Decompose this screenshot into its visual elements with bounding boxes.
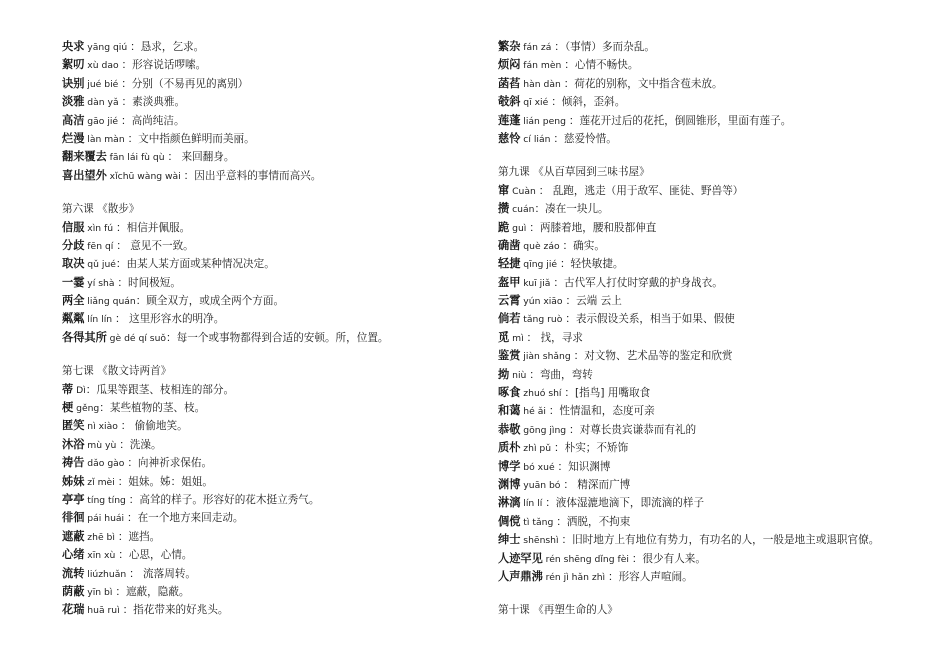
vocab-entry — [498, 568, 938, 586]
vocab-definition: ：某些植物的茎、枝。 — [99, 402, 206, 415]
vocab-pinyin: dàn yǎ — [84, 97, 122, 109]
vocab-word: 一霎 — [62, 275, 85, 289]
vocab-word: 繁杂 — [498, 40, 521, 53]
vocab-word: 姊妹 — [62, 474, 85, 488]
vocab-definition: ：凑在一块儿。 — [534, 203, 609, 216]
vocab-word: 祷告 — [62, 456, 85, 470]
vocab-pinyin: kuī jiǎ — [520, 277, 554, 289]
vocab-word: 鉴赏 — [498, 349, 521, 363]
vocab-pinyin: jué bié — [84, 78, 122, 90]
vocab-definition: ：很少有人来。 — [631, 552, 706, 565]
vocab-pinyin: shēnshì — [520, 535, 562, 547]
vocab-pinyin: guì — [509, 222, 530, 234]
vocab-definition: ：向神祈求保佑。 — [127, 457, 213, 470]
vocab-word: 倘若 — [498, 312, 521, 326]
vocab-word: 慈怜 — [498, 131, 521, 145]
vocab-word: 攒 — [498, 202, 510, 216]
vocab-pinyin: mì — [509, 332, 527, 344]
vocab-definition: ：倾斜，歪斜。 — [551, 96, 626, 109]
vocab-definition: ：轻快敏捷。 — [559, 258, 624, 271]
vocab-pinyin: zǐ mèi — [84, 476, 118, 488]
vocab-pinyin: qǔ jué — [84, 259, 116, 271]
vocab-definition: ：高尚纯洁。 — [121, 114, 185, 127]
vocab-pinyin: lín lí — [520, 498, 546, 510]
vocab-word: 觅 — [498, 330, 510, 344]
vocab-definition: ：[指鸟] 用嘴取食 — [564, 387, 651, 400]
vocab-word: 翻来覆去 — [62, 150, 107, 164]
vocab-definition: ： 偷偷地笑。 — [120, 420, 188, 433]
vocab-definition: ：云端 云上 — [565, 295, 622, 308]
lesson-7-heading: 第七课 《散文诗两首》 — [62, 365, 172, 378]
vocab-entry — [62, 601, 482, 619]
vocab-entry — [498, 329, 938, 347]
vocab-pinyin: tǎng ruò — [520, 314, 566, 326]
vocab-word: 亭亭 — [62, 492, 85, 506]
vocab-word: 粼粼 — [62, 312, 85, 326]
vocab-entry — [62, 329, 482, 347]
vocab-definition: ：表示假设关系，相当于如果、假使 — [565, 313, 735, 326]
vocab-pinyin: lín lín — [84, 314, 116, 326]
vocab-entry — [62, 565, 482, 583]
vocab-definition: ：心情不畅快。 — [564, 59, 639, 72]
vocab-definition: ：高耸的样子。形容好的花木挺立秀气。 — [128, 493, 320, 506]
vocab-entry — [62, 491, 482, 509]
vocab-word: 诀别 — [62, 76, 85, 90]
vocab-entry — [62, 93, 482, 111]
vocab-pinyin: làn màn — [84, 133, 128, 145]
vocab-word: 菡萏 — [498, 76, 521, 90]
vocab-pinyin: pái huái — [84, 513, 127, 525]
vocab-entry — [498, 255, 938, 273]
vocab-entry — [62, 167, 482, 185]
vocab-word: 央求 — [62, 40, 85, 53]
vocab-definition: ：对尊长贵宾谦恭而有礼的 — [569, 423, 697, 436]
vocab-word: 蒂 — [62, 382, 74, 396]
vocab-definition: ： 这里形容水的明净。 — [115, 313, 225, 326]
vocab-list-lesson5 — [62, 38, 482, 185]
vocab-pinyin: xù dao — [84, 60, 122, 72]
vocab-entry — [62, 56, 482, 74]
vocab-pinyin: nì xiào — [84, 421, 121, 433]
vocab-entry — [498, 458, 938, 476]
vocab-entry — [62, 381, 482, 399]
vocab-definition: ： 找，寻求 — [526, 331, 583, 344]
vocab-pinyin: lián peng — [520, 115, 569, 127]
vocab-pinyin: fán zá — [520, 42, 555, 53]
vocab-definition: ：慈爱怜惜。 — [553, 132, 617, 145]
vocab-entry — [62, 75, 482, 93]
vocab-pinyin: gōng jìng — [520, 424, 570, 436]
vocab-pinyin: bó xué — [520, 461, 558, 473]
vocab-entry — [498, 237, 938, 255]
vocab-entry — [62, 528, 482, 546]
vocab-word: 淋漓 — [498, 496, 521, 510]
vocab-word: 匿笑 — [62, 419, 85, 433]
vocab-word: 烦闷 — [498, 58, 521, 72]
vocab-entry — [498, 130, 938, 148]
vocab-definition: ：古代军人打仗时穿戴的护身战衣。 — [553, 276, 723, 289]
vocab-pinyin: qīng jié — [520, 259, 560, 271]
vocab-list-lesson9 — [498, 182, 938, 587]
vocab-definition: ： 乱跑，逃走（用于敌军、匪徒、野兽等） — [538, 184, 744, 197]
vocab-definition: ：姐妹。姊：姐姐。 — [117, 475, 214, 488]
vocab-pinyin: Cuàn — [509, 185, 539, 197]
vocab-word: 博学 — [498, 459, 521, 473]
vocab-word: 花瑞 — [62, 603, 85, 617]
vocab-pinyin: qī xié — [520, 97, 552, 109]
vocab-entry — [498, 219, 938, 237]
vocab-pinyin: rén shēng dǐng fèi — [542, 553, 632, 565]
vocab-pinyin: gāo jié — [84, 115, 121, 127]
vocab-entry — [62, 219, 482, 237]
vocab-pinyin: Dì — [73, 384, 86, 396]
vocab-entry — [62, 130, 482, 148]
vocab-entry — [498, 513, 938, 531]
vocab-word: 拗 — [498, 367, 510, 381]
vocab-list-lesson8 — [498, 38, 938, 148]
vocab-entry — [498, 274, 938, 292]
vocab-entry — [498, 439, 938, 457]
vocab-definition: ： 流落周转。 — [129, 567, 197, 580]
vocab-pinyin: hé ǎi — [520, 406, 549, 418]
vocab-entry — [498, 75, 938, 93]
vocab-word: 心绪 — [62, 548, 85, 562]
lesson-10-heading: 第十课 《再塑生命的人》 — [498, 604, 618, 617]
vocab-word: 盔甲 — [498, 275, 521, 289]
vocab-definition: ：时间极短。 — [117, 276, 181, 289]
vocab-pinyin: cuán — [509, 204, 535, 216]
vocab-entry — [62, 38, 482, 56]
vocab-entry — [62, 546, 482, 564]
vocab-word: 烂漫 — [62, 131, 85, 145]
vocab-entry — [498, 384, 938, 402]
vocab-entry — [62, 292, 482, 310]
vocab-entry — [62, 583, 482, 601]
vocab-pinyin: què záo — [520, 240, 563, 252]
vocab-definition: ：每一个或事物都得到合适的安顿。所，位置。 — [166, 331, 389, 344]
vocab-pinyin: gěng — [73, 403, 100, 415]
vocab-pinyin: fān lái fù qù — [106, 152, 168, 164]
vocab-entry — [62, 473, 482, 491]
vocab-definition: ：洒脱，不拘束 — [556, 515, 631, 528]
vocab-word: 两全 — [62, 294, 85, 308]
vocab-entry — [62, 454, 482, 472]
vocab-pinyin: liǎng quán — [84, 296, 136, 308]
vocab-definition: ：性情温和，态度可亲 — [548, 405, 655, 418]
lesson-6-heading: 第六课 《散步》 — [62, 203, 140, 216]
vocab-entry — [498, 200, 938, 218]
vocab-definition: ：遮蔽，隐蔽。 — [115, 585, 190, 598]
vocab-pinyin: fán mèn — [520, 60, 565, 72]
vocab-entry — [62, 310, 482, 328]
vocab-entry — [62, 274, 482, 292]
vocab-word: 攲斜 — [498, 95, 521, 109]
vocab-definition: ：素淡典雅。 — [121, 96, 186, 109]
vocab-pinyin: hàn dàn — [520, 78, 564, 90]
vocab-pinyin: fēn qí — [84, 240, 117, 252]
vocab-definition: ：液体湿漉地滴下，即流滴的样子 — [545, 497, 705, 510]
vocab-definition: ：莲花开过后的花托，倒圆锥形，里面有莲子。 — [568, 114, 792, 127]
vocab-word: 倜傥 — [498, 514, 521, 528]
vocab-word: 信服 — [62, 220, 85, 234]
vocab-definition: ：知识渊博 — [557, 460, 611, 473]
vocab-pinyin: yí shà — [84, 277, 118, 289]
vocab-definition: ：形容人声喧闹。 — [608, 570, 693, 583]
vocab-word: 和蔼 — [498, 404, 521, 418]
vocab-definition: ：形容说话啰嗦。 — [121, 59, 207, 72]
vocab-entry — [62, 237, 482, 255]
vocab-word: 窜 — [498, 183, 510, 197]
vocab-word: 荫蔽 — [62, 584, 85, 598]
vocab-word: 恭敬 — [498, 422, 521, 436]
vocab-word: 跪 — [498, 220, 510, 234]
vocab-entry — [498, 112, 938, 130]
vocab-definition: ：瓜果等跟茎、枝相连的部分。 — [85, 383, 235, 396]
vocab-entry — [62, 148, 482, 166]
vocab-entry — [498, 182, 938, 200]
vocab-word: 莲蓬 — [498, 113, 521, 127]
vocab-definition: ： 精深而广博 — [563, 478, 631, 491]
vocab-entry — [498, 402, 938, 420]
vocab-entry — [498, 494, 938, 512]
vocab-definition: ：文中指颜色鲜明而美丽。 — [127, 132, 255, 145]
vocab-definition: ：旧时地方上有地位有势力，有功名的人，一般是地主或退职官僚。 — [561, 534, 880, 547]
vocab-word: 分歧 — [62, 238, 85, 252]
vocab-word: 沐浴 — [62, 437, 85, 451]
vocab-pinyin: yuān bó — [520, 479, 564, 491]
vocab-entry — [62, 112, 482, 130]
vocab-pinyin: dǎo gào — [84, 458, 128, 470]
vocab-word: 确凿 — [498, 238, 521, 252]
vocab-definition: ：顾全双方，或成全两个方面。 — [135, 295, 285, 308]
vocab-list-lesson6 — [62, 219, 482, 348]
vocab-pinyin: zhì pǔ — [520, 443, 555, 455]
vocab-definition: ：确实。 — [562, 239, 605, 252]
vocab-list-lesson7 — [62, 381, 482, 620]
vocab-pinyin: yún xiāo — [520, 296, 566, 308]
vocab-word: 流转 — [62, 566, 85, 580]
vocab-pinyin: tíng tíng — [84, 494, 129, 506]
vocab-word: 梗 — [62, 401, 74, 415]
vocab-word: 渊博 — [498, 477, 521, 491]
vocab-entry — [62, 417, 482, 435]
vocab-definition: ：遮挡。 — [117, 530, 161, 543]
vocab-definition: ：由某人某方面或某种情况决定。 — [115, 258, 275, 271]
vocab-definition: ：弯曲，弯转 — [529, 368, 593, 381]
vocab-entry — [498, 292, 938, 310]
vocab-pinyin: yāng qiú — [84, 42, 131, 53]
vocab-word: 轻捷 — [498, 257, 521, 271]
lesson-9-heading: 第九课 《从百草园到三味书屋》 — [498, 166, 650, 179]
vocab-definition: ：洗澡。 — [119, 438, 162, 451]
vocab-pinyin: liúzhuǎn — [84, 568, 130, 580]
vocab-definition: ： 来回翻身。 — [167, 151, 235, 164]
vocab-definition: ：相信并佩服。 — [116, 221, 191, 234]
vocab-pinyin: xīn xù — [84, 550, 119, 562]
vocab-word: 人迹罕见 — [498, 551, 543, 565]
vocab-word: 喜出望外 — [62, 168, 107, 182]
vocab-entry — [498, 310, 938, 328]
vocab-pinyin: cí lián — [520, 133, 554, 145]
vocab-definition: ：心思，心情。 — [118, 549, 193, 562]
vocab-definition: ：对文物、艺术品等的鉴定和欣赏 — [573, 350, 733, 363]
vocab-pinyin: xìn fú — [84, 222, 117, 234]
vocab-definition: ：（事情）多而杂乱。 — [554, 41, 655, 53]
vocab-pinyin: rén jì hǎn zhì — [542, 571, 608, 583]
vocab-word: 绅士 — [498, 533, 521, 547]
vocab-word: 高洁 — [62, 113, 85, 127]
vocab-definition: ：分别（不易再见的离别） — [121, 77, 249, 90]
vocab-definition: ：恳求，乞求。 — [130, 41, 205, 53]
vocab-pinyin: zhuó shí — [520, 388, 565, 400]
vocab-pinyin: xǐchū wàng wài — [106, 170, 184, 182]
vocab-pinyin: gè dé qí suǒ — [106, 332, 167, 344]
vocab-entry — [62, 436, 482, 454]
vocab-definition: ：荷花的别称，文中指含苞未放。 — [563, 77, 723, 90]
vocab-word: 啄食 — [498, 386, 521, 400]
vocab-pinyin: huā ruì — [84, 605, 123, 617]
vocab-entry — [498, 366, 938, 384]
vocab-definition: ：因出乎意料的事情而高兴。 — [183, 169, 322, 182]
vocab-pinyin: mù yù — [84, 439, 120, 451]
vocab-entry — [62, 399, 482, 417]
right-column — [498, 38, 938, 620]
vocab-definition: ：两膝着地，腰和股都伸直 — [529, 221, 657, 234]
vocab-entry — [498, 550, 938, 568]
vocab-word: 遮蔽 — [62, 529, 85, 543]
vocab-word: 人声鼎沸 — [498, 569, 543, 583]
vocab-entry — [498, 476, 938, 494]
vocab-entry — [498, 38, 938, 56]
vocab-word: 取决 — [62, 257, 85, 271]
vocab-entry — [498, 421, 938, 439]
vocab-entry — [62, 509, 482, 527]
vocab-definition: ： 意见不一致。 — [116, 239, 194, 252]
vocab-word: 絮叨 — [62, 58, 85, 72]
vocab-entry — [498, 93, 938, 111]
vocab-definition: ：在一个地方来回走动。 — [127, 512, 244, 525]
vocab-pinyin: zhē bì — [84, 531, 118, 543]
vocab-pinyin: tì tǎng — [520, 516, 557, 528]
vocab-pinyin: jiàn shǎng — [520, 351, 574, 363]
vocab-entry — [62, 255, 482, 273]
vocab-entry — [498, 347, 938, 365]
vocab-definition: ：指花带来的好兆头。 — [122, 604, 229, 617]
vocab-definition: ：朴实；不矫饰 — [554, 442, 629, 455]
vocab-entry — [498, 531, 938, 549]
vocab-pinyin: niù — [509, 369, 530, 381]
vocab-entry — [498, 56, 938, 74]
vocab-word: 云霄 — [498, 294, 521, 308]
vocab-pinyin: yīn bì — [84, 586, 116, 598]
vocab-word: 淡雅 — [62, 95, 85, 109]
vocab-word: 各得其所 — [62, 330, 107, 344]
vocab-word: 质朴 — [498, 441, 521, 455]
vocab-word: 徘徊 — [62, 511, 85, 525]
left-column — [62, 38, 482, 620]
